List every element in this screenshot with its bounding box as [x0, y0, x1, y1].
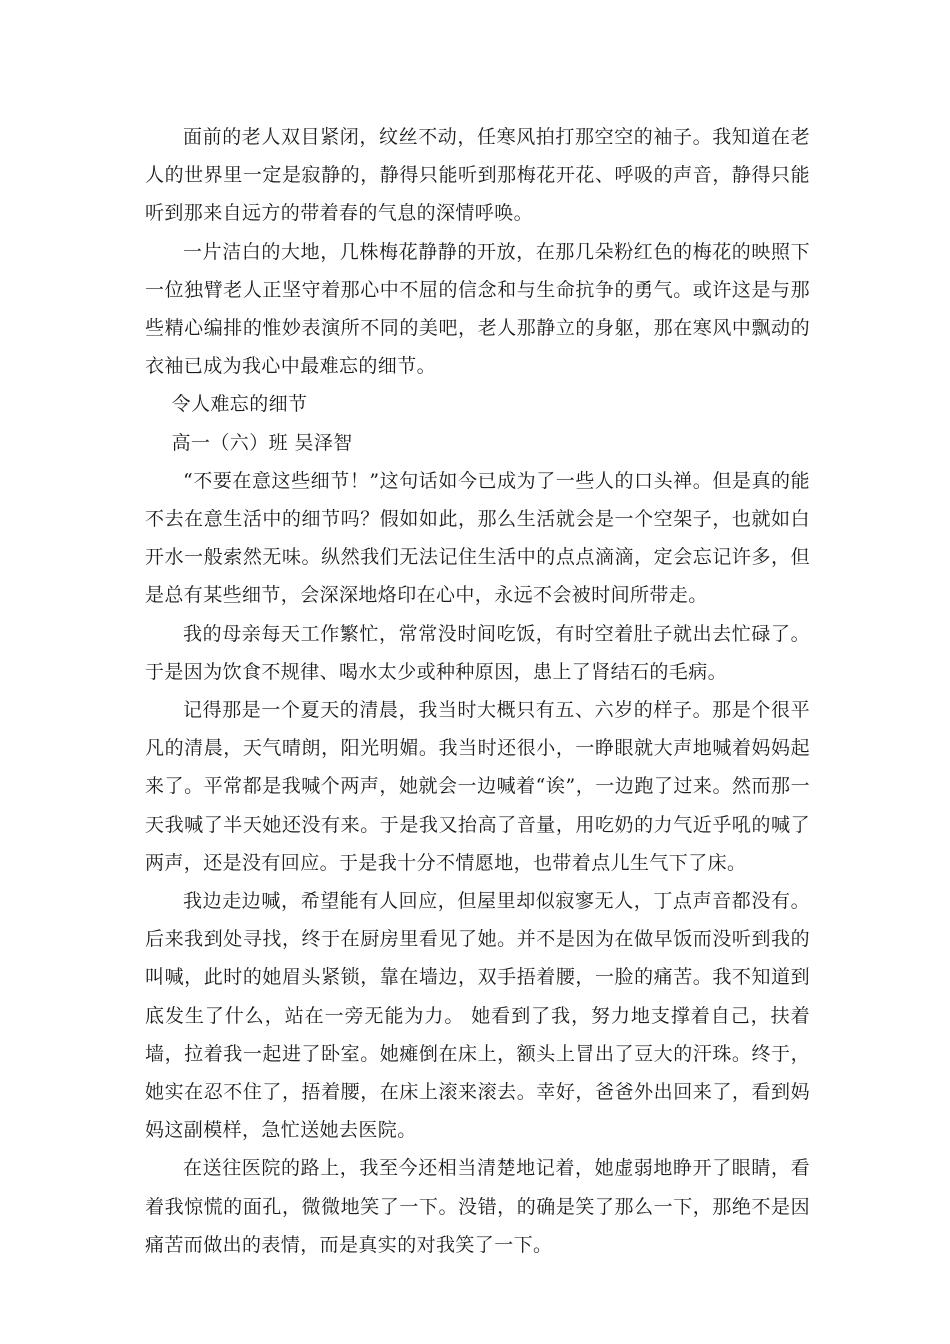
document-page — [145, 118, 810, 1264]
paragraph-4: 我的母亲每天工作繁忙，常常没时间吃饭，有时空着肚子就出去忙碌了。于是因为饮食不规律、喝水太少或种种原因，患上了肾结石的毛病。 — [145, 622, 810, 683]
paragraph-5: 记得那是一个夏天的清晨，我当时大概只有五、六岁的样子。那是个很平凡的清晨，天气晴朗，阳光明媚。我当时还很小，一睁眼就大声地喊着妈妈起来了。平常都是我喊个两声，她就会一边喊着“诶”，一边跑了过来。然而那一天我喊了半天她还没有来。于是我又抬高了音量，用吃奶的力气近乎吼的喊了两声，还是没有回应。于是我十分不情愿地，也带着点儿生气下了床。 — [145, 699, 810, 874]
essay-author: 高一（六）班 吴泽智 — [171, 431, 353, 454]
paragraph-1: 面前的老人双目紧闭，纹丝不动，任寒风拍打那空空的袖子。我知道在老人的世界里一定是寂静的，静得只能听到那梅花开花、呼吸的声音，静得只能听到那来自远方的带着春的气息的深情呼唤。 — [145, 126, 810, 225]
paragraph-3: “不要在意这些细节！”这句话如今已成为了一些人的口头禅。但是真的能不去在意生活中的细节吗？假如如此，那么生活就会是一个空架子，也就如白开水一般索然无味。纵然我们无法记住生活中的点点滴滴，定会忘记许多，但是总有某些细节，会深深地烙印在心中，永远不会被时间所带走。 — [145, 469, 810, 607]
paragraph-7: 在送往医院的路上，我至今还相当清楚地记着，她虚弱地睁开了眼睛，看着我惊慌的面孔，微微地笑了一下。没错，的确是笑了那么一下，那绝不是因痛苦而做出的表情，而是真实的对我笑了一下。 — [145, 1157, 810, 1256]
paragraph-2: 一片洁白的大地，几株梅花静静的开放，在那几朵粉红色的梅花的映照下一位独臂老人正坚守着那心中不屈的信念和与生命抗争的勇气。或许这是与那些精心编排的惟妙表演所不同的美吧，老人那静立的身躯，那在寒风中飘动的衣袖已成为我心中最难忘的细节。 — [145, 240, 810, 378]
paragraph-6: 我边走边喊，希望能有人回应，但屋里却似寂寥无人，丁点声音都没有。后来我到处寻找，终于在厨房里看见了她。并不是因为在做早饭而没听到我的叫喊，此时的她眉头紧锁，靠在墙边，双手捂着腰，一脸的痛苦。我不知道到底发生了什么，站在一旁无能为力。 她看到了我，努力地支撑着自己，扶着墙，拉着我一起进了卧室。她瘫倒在床上，额头上冒出了豆大的汗珠。终于，她实在忍不住了，捂着腰，在床上滚来滚去。幸好，爸爸外出回来了，看到妈妈这副模样，急忙送她去医院。 — [145, 890, 810, 1142]
essay-title: 令人难忘的细节 — [171, 393, 308, 416]
